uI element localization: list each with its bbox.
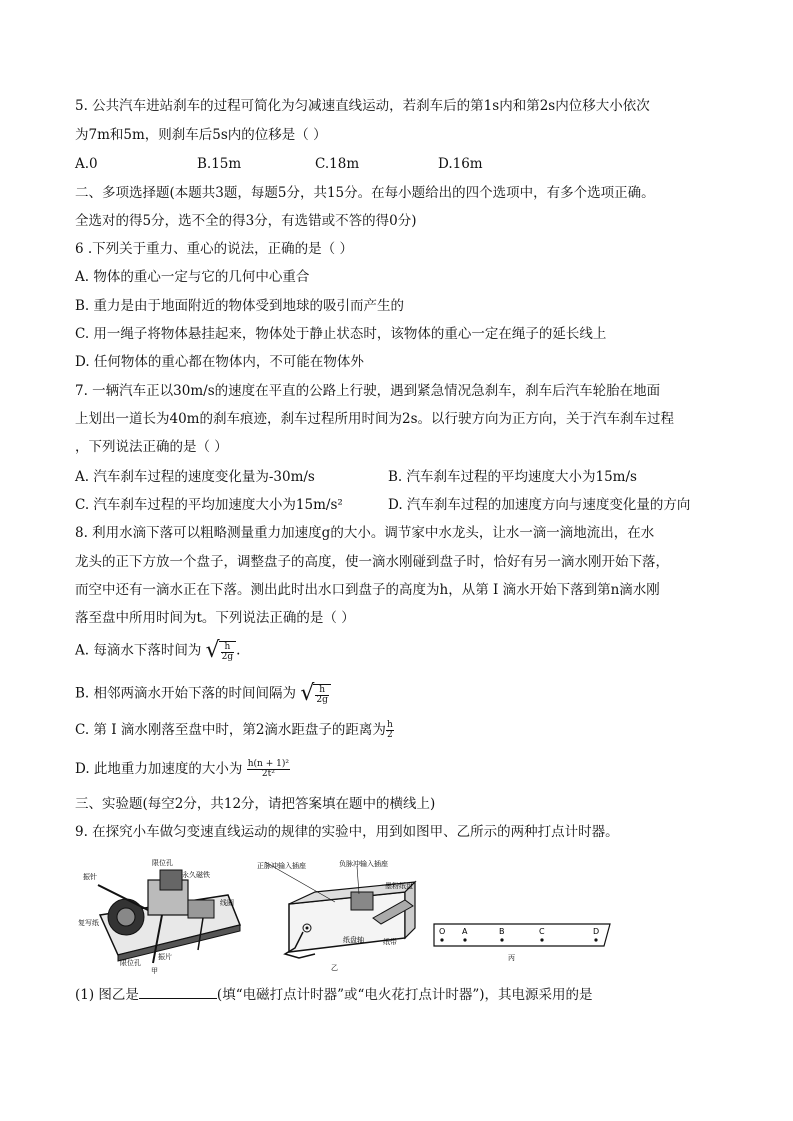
q9-sub1-tail: (填“电磁打点计时器”或“电火花打点计时器”)，其电源采用的是 xyxy=(216,987,593,1003)
tape-point-c xyxy=(540,938,543,941)
q8-option-b xyxy=(75,683,331,705)
tape-label-c: C xyxy=(539,927,545,936)
q8-option-c-frac xyxy=(386,721,394,740)
fig1-label-limit-hole-top: 限位孔 xyxy=(152,859,173,867)
q8-option-a-den: 2g xyxy=(221,651,234,662)
q5-line2: 为7m和5m，则刹车后5s内的位移是（ ） xyxy=(75,127,327,143)
q6-option-b: B. 重力是由于地面附近的物体受到地球的吸引而产生的 xyxy=(75,298,405,314)
q6-option-d: D. 任何物体的重心都在物体内，不可能在物体外 xyxy=(75,354,364,370)
q8-line3: 而空中还有一滴水正在下落。测出此时出水口到盘子的高度为h，从第 I 滴水开始下落到第n滴水刚 xyxy=(75,582,660,598)
figure-paper-tape xyxy=(430,918,615,968)
fig2-caption: 乙 xyxy=(331,964,338,972)
q8-option-a xyxy=(75,640,240,662)
q9-stem: 9. 在探究小车做匀变速直线运动的规律的实验中，用到如图甲、乙所示的两种打点计时器。 xyxy=(75,824,619,840)
fig1-label-limit-hole-bottom: 限位孔 xyxy=(120,959,141,967)
q7-option-d: D. 汽车刹车过程的加速度方向与速度变化量的方向 xyxy=(388,497,691,513)
fig2-label-negative-socket: 负脉冲输入插座 xyxy=(339,860,388,868)
q5-option-b: B.15m xyxy=(197,156,242,172)
q8-option-c xyxy=(75,721,394,740)
figure-paper-tape-drawing xyxy=(430,918,615,968)
q8-option-d xyxy=(75,760,290,779)
q7-line2: 上划出一道长为40m的刹车痕迹，刹车过程所用时间为2s。以行驶方向为正方向，关于汽车刹车过程 xyxy=(75,411,674,427)
fig1-label-magnet: 永久磁铁 xyxy=(182,871,210,879)
fig2-label-ink-disc: 墨粉纸盘 xyxy=(385,882,413,890)
q8-option-a-tail: . xyxy=(236,642,241,659)
q8-option-b-num: h xyxy=(315,686,329,696)
q7-option-a: A. 汽车刹车过程的速度变化量为-30m/s xyxy=(75,469,315,485)
q8-option-d-den: 2t² xyxy=(261,769,275,779)
q6-stem: 6 .下列关于重力、重心的说法，正确的是（ ） xyxy=(75,241,353,257)
tape-label-o: O xyxy=(439,927,446,936)
tape-point-o xyxy=(440,938,443,941)
q8-option-a-text: A. 每滴水下落时间为 xyxy=(75,642,202,659)
q8-option-d-text: D. 此地重力加速度的大小为 xyxy=(75,761,243,777)
tape-label-b: B xyxy=(499,927,505,936)
fig2-label-disc-axle: 纸盘轴 xyxy=(343,936,364,944)
q8-line1: 8. 利用水滴下落可以粗略测量重力加速度g的大小。调节家中水龙头，让水一滴一滴地流出，在水 xyxy=(75,525,655,541)
fig1-label-needle: 振针 xyxy=(83,873,97,881)
section2-heading-line1: 二、多项选择题(本题共3题，每题5分，共15分。在每小题给出的四个选项中，有多个选项正确。 xyxy=(75,185,655,201)
figure-spark-timer xyxy=(255,858,427,976)
q7-line3: ，下列说法正确的是（ ） xyxy=(75,439,228,455)
q8-option-a-sqrt: √ $\frac{h}{2g}$ xyxy=(206,640,237,662)
fig1-caption: 甲 xyxy=(151,967,158,975)
q5-option-d: D.16m xyxy=(438,156,483,172)
figure-electromagnetic-timer-drawing xyxy=(78,855,250,975)
q9-sub1-answer-blank[interactable] xyxy=(139,986,217,999)
q8-option-c-num: h xyxy=(386,720,393,730)
section2-heading-line2: 全选对的得5分，选不全的得3分，有选错或不答的得0分) xyxy=(75,213,417,229)
fig1-label-vibrator: 振片 xyxy=(158,953,172,961)
fig3-caption: 丙 xyxy=(508,954,515,962)
q9-sub1 xyxy=(75,986,593,1003)
q9-sub1-text: (1) 图乙是 xyxy=(75,987,139,1003)
q7-line1: 7. 一辆汽车正以30m/s的速度在平直的公路上行驶，遇到紧急情况急刹车，刹车后汽车轮胎在地面 xyxy=(75,383,661,399)
tape-point-a xyxy=(463,938,466,941)
q8-option-d-num: h(n + 1)² xyxy=(247,759,289,769)
q8-line2: 龙头的正下方放一个盘子，调整盘子的高度，使一滴水刚碰到盘子时，恰好有另一滴水刚开始下落， xyxy=(75,554,669,570)
q5-option-c: C.18m xyxy=(315,156,360,172)
q8-option-a-num: h xyxy=(221,643,235,653)
q8-option-b-text: B. 相邻两滴水开始下落的时间间隔为 xyxy=(75,685,297,702)
q5-line1: 5. 公共汽车进站刹车的过程可简化为匀减速直线运动，若刹车后的第1s内和第2s内位移大小依次 xyxy=(75,98,650,114)
q6-option-c: C. 用一绳子将物体悬挂起来，物体处于静止状态时，该物体的重心一定在绳子的延长线上 xyxy=(75,326,607,342)
figure-spark-timer-drawing xyxy=(255,858,427,976)
fig1-label-carbon-paper: 复写纸 xyxy=(78,919,99,927)
fig2-label-tape: 纸带 xyxy=(383,938,397,946)
fig1-label-coil: 线圈 xyxy=(220,899,234,907)
q8-option-c-den: 2 xyxy=(386,730,393,740)
q8-option-c-text: C. 第 I 滴水刚落至盘中时，第2滴水距盘子的距离为 xyxy=(75,722,386,738)
section3-heading: 三、实验题(每空2分，共12分，请把答案填在题中的横线上) xyxy=(75,796,436,812)
fig2-label-positive-socket: 正脉冲输入插座 xyxy=(257,862,306,870)
q6-option-a: A. 物体的重心一定与它的几何中心重合 xyxy=(75,269,310,285)
q8-line4: 落至盘中所用时间为t。下列说法正确的是（ ） xyxy=(75,610,355,626)
tape-point-d xyxy=(594,938,597,941)
tape-label-a: A xyxy=(462,927,468,936)
tape-label-d: D xyxy=(593,927,600,936)
q8-option-d-frac xyxy=(247,760,290,779)
q7-option-b: B. 汽车刹车过程的平均速度大小为15m/s xyxy=(388,469,637,485)
q7-option-c: C. 汽车刹车过程的平均加速度大小为15m/s² xyxy=(75,497,343,513)
tape-point-b xyxy=(500,938,503,941)
figure-electromagnetic-timer xyxy=(78,855,250,975)
q8-option-b-sqrt: √ $\frac{h}{2g}$ xyxy=(300,683,331,705)
q5-option-a: A.0 xyxy=(75,156,98,172)
q8-option-b-den: 2g xyxy=(316,694,328,705)
